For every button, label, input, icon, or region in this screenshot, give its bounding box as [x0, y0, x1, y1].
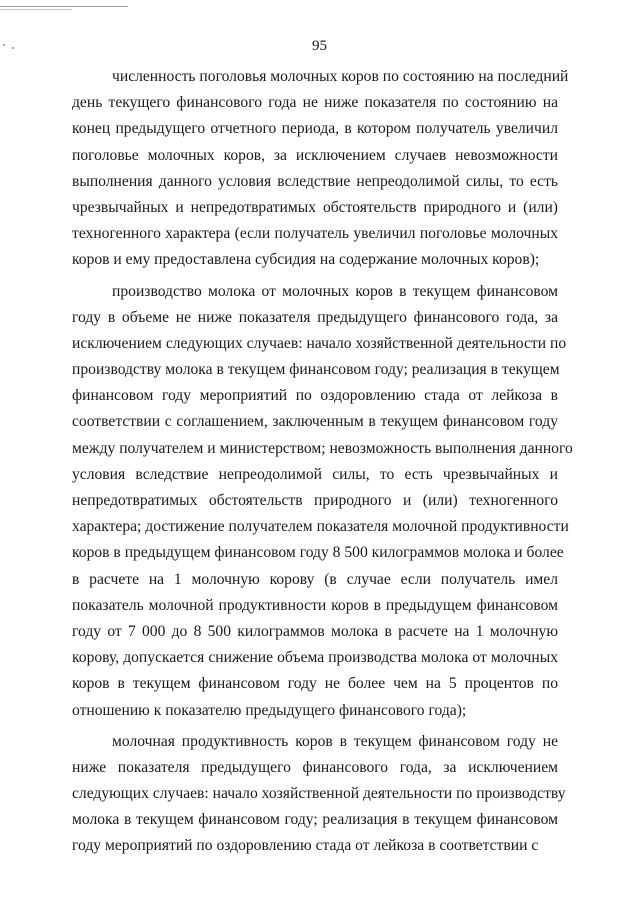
page-number: 95 — [312, 38, 327, 54]
paragraph — [72, 64, 569, 274]
document-body — [72, 64, 573, 860]
text-line: техногенного характера (если получатель увеличил поголовье молочных — [72, 225, 558, 243]
text-line: производство молока от молочных коров в текущем финансовом — [112, 282, 558, 300]
text-line: условия вследствие непреодолимой силы, то есть чрезвычайных и — [72, 465, 558, 483]
text-line: непредотвратимых обстоятельств природного и (или) техногенного — [72, 492, 558, 509]
text-line: коров в предыдущем финансовом году 8 500 килограммов молока и более — [72, 544, 564, 562]
text-line: году в объеме не ниже показателя предыдущего финансового года, за — [72, 308, 558, 326]
text-line: в расчете на 1 молочную корову (в случае если получатель имел — [72, 570, 558, 588]
scan-edge-mark — [0, 6, 128, 7]
text-line: выполнения данного условия вследствие непреодолимой силы, то есть — [72, 172, 558, 190]
text-line: ниже показателя предыдущего финансового года, за исключением — [72, 758, 558, 776]
text-line: исключением следующих случаев: начало хозяйственной деятельности по — [72, 334, 567, 352]
text-line: поголовье молочных коров, за исключением случаев невозможности — [72, 146, 558, 164]
text-line: коров в текущем финансовом году не более чем на 5 процентов по — [72, 675, 558, 693]
text-line: отношению к показателю предыдущего финансового года); — [72, 701, 467, 719]
paragraph — [72, 279, 573, 724]
text-line: соответствии с соглашением, заключенным в текущем финансовом году — [72, 413, 558, 431]
text-line: году мероприятий по оздоровлению стада от лейкоза в соответствии с — [72, 837, 539, 855]
text-line: молочная продуктивность коров в текущем финансовом году не — [112, 732, 558, 750]
text-line: между получателем и министерством; невозможность выполнения данного — [72, 439, 573, 457]
text-line: году от 7 000 до 8 500 килограммов молока в расчете на 1 молочную — [72, 622, 558, 640]
text-line: чрезвычайных и непредотвратимых обстоятельств природного и (или) — [72, 198, 558, 216]
text-line: коров и ему предоставлена субсидия на содержание молочных коров); — [72, 251, 540, 269]
scan-edge-mark — [0, 9, 72, 10]
text-line: корову, допускается снижение объема производства молока от молочных — [72, 649, 558, 667]
text-line: производству молока в текущем финансовом году; реализация в текущем — [72, 361, 560, 379]
paragraph — [72, 729, 566, 860]
text-line: показатель молочной продуктивности коров в предыдущем финансовом — [72, 596, 558, 614]
text-line: следующих случаев: начало хозяйственной деятельности по производству — [72, 785, 566, 803]
text-line: день текущего финансового года не ниже показателя по состоянию на — [72, 94, 558, 112]
text-line: молока в текущем финансовом году; реализация в текущем финансовом — [72, 811, 558, 829]
text-line: финансовом году мероприятий по оздоровлению стада от лейкоза в — [72, 387, 558, 405]
text-line: численность поголовья молочных коров по состоянию на последний — [112, 68, 569, 85]
text-line: конец предыдущего отчетного периода, в котором получатель увеличил — [72, 120, 558, 138]
text-line: характера; достижение получателем показателя молочной продуктивности — [72, 518, 569, 536]
